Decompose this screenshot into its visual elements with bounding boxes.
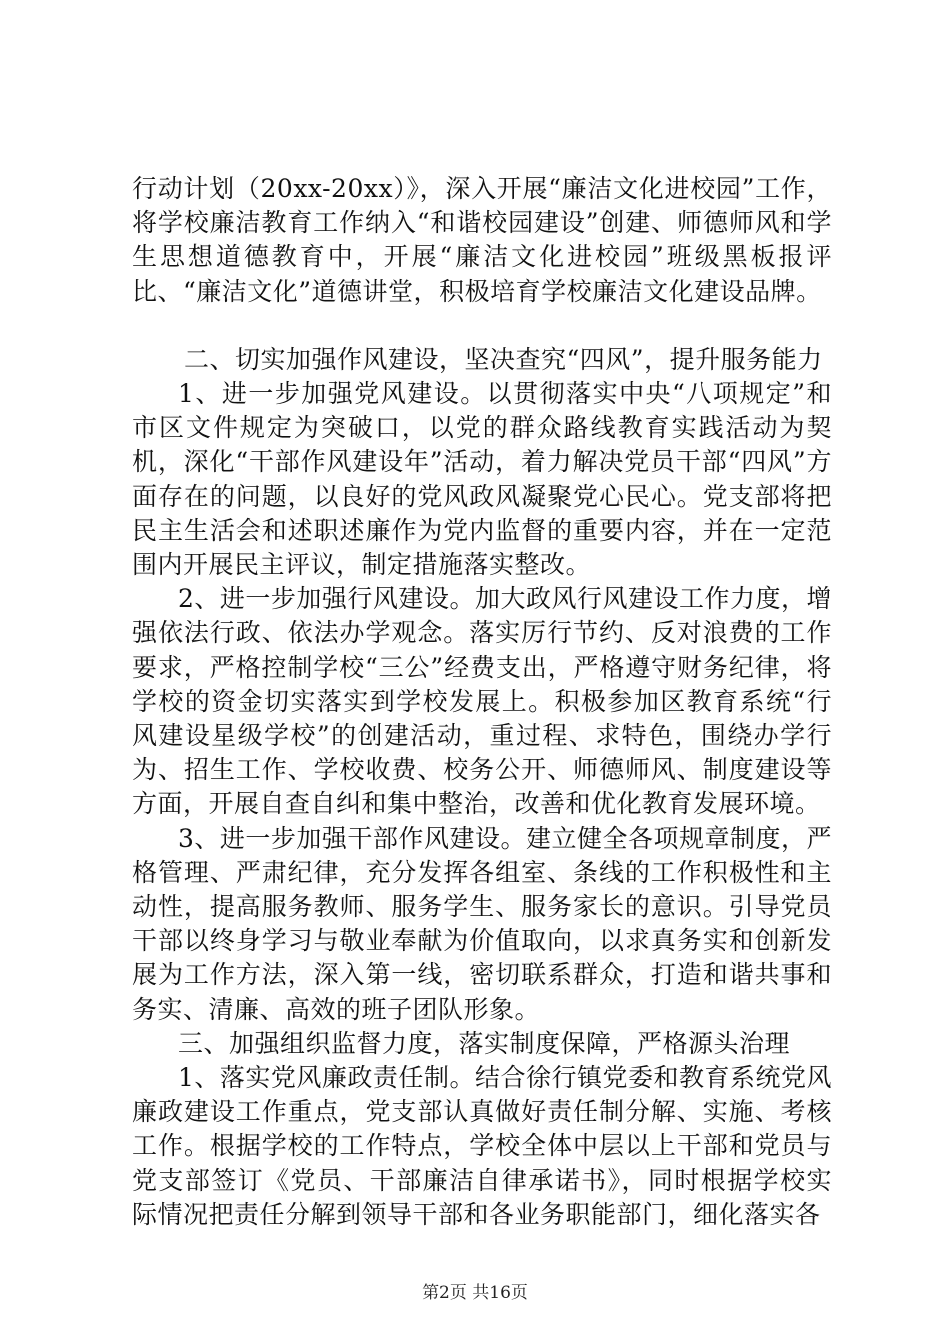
paragraph-2-2: 2、进一步加强行风建设。加大政风行风建设工作力度，增强依法行政、依法办学观念。落实厉行节约、反对浪费的工作要求，严格控制学校“三公”经费支出，严格遵守财务纪律，将学校的资金切实落实到学校发展上。积极参加区教育系统“行风建设星级学校”的创建活动，重过程、求特色，围绕办学行为、招生工作、学校收费、校务公开、师德师风、制度建设等方面，开展自查自纠和集中整治，改善和优化教育发展环境。: [132, 584, 832, 819]
document-body: [132, 172, 832, 1232]
paragraph-2-1: 1、进一步加强党风建设。以贯彻落实中央“八项规定”和市区文件规定为突破口，以党的群众路线教育实践活动为契机，深化“干部作风建设年”活动，着力解决党员干部“四风”方面存在的问题，以良好的党风政风凝聚党心民心。党支部将把民主生活会和述职述廉作为党内监督的重要内容，并在一定范围内开展民主评议，制定措施落实整改。: [132, 379, 832, 580]
paragraph-3-1: 1、落实党风廉政责任制。结合徐行镇党委和教育系统党风廉政建设工作重点，党支部认真做好责任制分解、实施、考核工作。根据学校的工作特点，学校全体中层以上干部和党员与党支部签订《党员、干部廉洁自律承诺书》，同时根据学校实际情况把责任分解到领导干部和各业务职能部门，细化落实各: [132, 1063, 832, 1229]
paragraph-2-3: 3、进一步加强干部作风建设。建立健全各项规章制度，严格管理、严肃纪律，充分发挥各组室、条线的工作积极性和主动性，提高服务教师、服务学生、服务家长的意识。引导党员干部以终身学习与敬业奉献为价值取向，以求真务实和创新发展为工作方法，深入第一线，密切联系群众，打造和谐共事和务实、清廉、高效的班子团队形象。: [132, 823, 832, 1024]
page-footer: 第2页 共16页: [422, 1283, 528, 1303]
section-heading-2: 二、切实加强作风建设，坚决查究“四风”，提升服务能力: [184, 344, 823, 374]
paragraph-continuation: 行动计划（20xx-20xx）》，深入开展“廉洁文化进校园”工作，将学校廉洁教育工作纳入“和谐校园建设”创建、师德师风和学生思想道德教育中，开展“廉洁文化进校园”班级黑板报评比、“廉洁文化”道德讲堂，积极培育学校廉洁文化建设品牌。: [132, 174, 832, 306]
section-heading-3: 三、加强组织监督力度，落实制度保障，严格源头治理: [178, 1028, 791, 1058]
